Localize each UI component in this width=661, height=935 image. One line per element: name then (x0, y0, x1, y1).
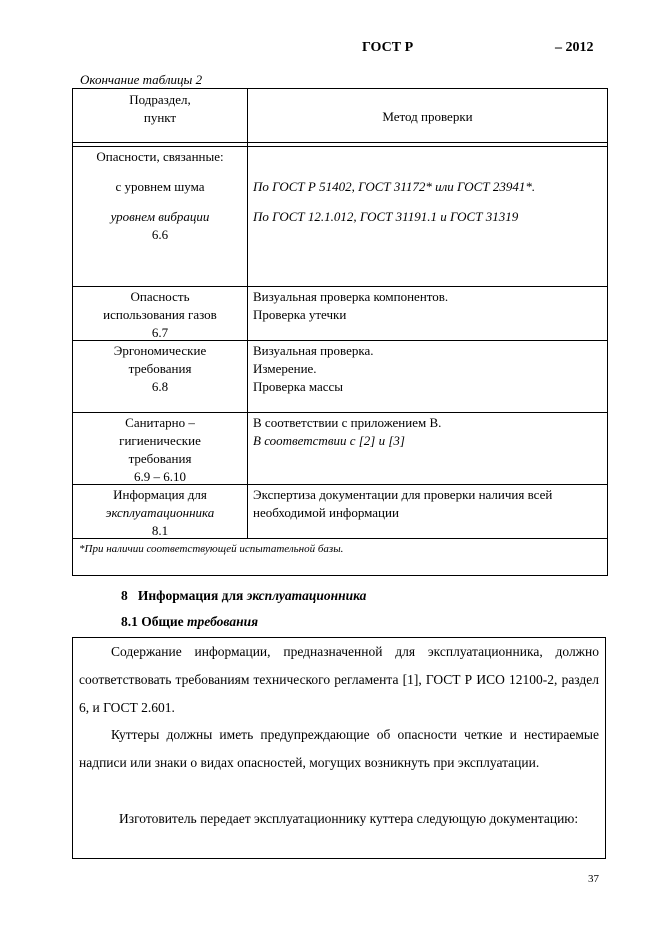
table-cell-method: Визуальная проверка. Измерение. Проверка массы (253, 343, 374, 394)
table-row: Информация для эксплуатационника 8.1 (105, 487, 215, 538)
paragraph: Куттеры должны иметь предупреждающие об опасности четкие и нестираемые надписи или знаки о видах опасностей, могущих возникнуть при эксплуатации. (79, 727, 599, 770)
table-row: Опасности, связанные: с уровнем шума уровнем вибрации 6.6 (96, 149, 224, 242)
paragraph: Содержание информации, предназначенной для эксплуатационника, должно соответствовать требованиям технического регламента [1], ГОСТ Р ИСО 12100-2, раздел 6, и ГОСТ 2.601. (79, 644, 599, 715)
table-cell-method: В соответствии с приложением В. В соответствии с [2] и [3] (253, 415, 442, 448)
header-divider-double (73, 146, 607, 147)
row-divider (73, 412, 607, 413)
section-8-1-heading: 8.1 Общие требования (121, 614, 259, 629)
table-row: Санитарно – гигиенические требования 6.9 – 6.10 (119, 415, 201, 484)
requirements-text-box (72, 637, 606, 859)
header-year: – 2012 (555, 40, 594, 55)
table-cell-method: Экспертиза документации для проверки наличия всей необходимой информации (253, 487, 553, 520)
methods-table (72, 88, 608, 576)
page-number: 37 (588, 873, 599, 885)
table-caption: Окончание таблицы 2 (80, 72, 203, 87)
table-head-method: Метод проверки (382, 109, 473, 124)
table-footnote: *При наличии соответствующей испытательной базы. (79, 543, 344, 555)
table-row: Опасность использования газов 6.7 (103, 289, 217, 340)
column-divider (247, 89, 248, 538)
header-divider (73, 142, 607, 143)
header-standard: ГОСТ Р (362, 40, 414, 55)
table-row: Эргономические требования 6.8 (113, 343, 207, 394)
table-cell-method: По ГОСТ Р 51402, ГОСТ 31172* или ГОСТ 23941*. По ГОСТ 12.1.012, ГОСТ 31191.1 и ГОСТ 31319 (253, 179, 536, 224)
row-divider (73, 286, 607, 287)
table-head-subsection: Подраздел, пункт (129, 92, 191, 125)
section-8-heading: 8 Информация для эксплуатационника (121, 588, 367, 603)
paragraph: Изготовитель передает эксплуатационнику куттера следующую документацию: (119, 811, 579, 826)
table-cell-method: Визуальная проверка компонентов. Проверка утечки (253, 289, 449, 322)
